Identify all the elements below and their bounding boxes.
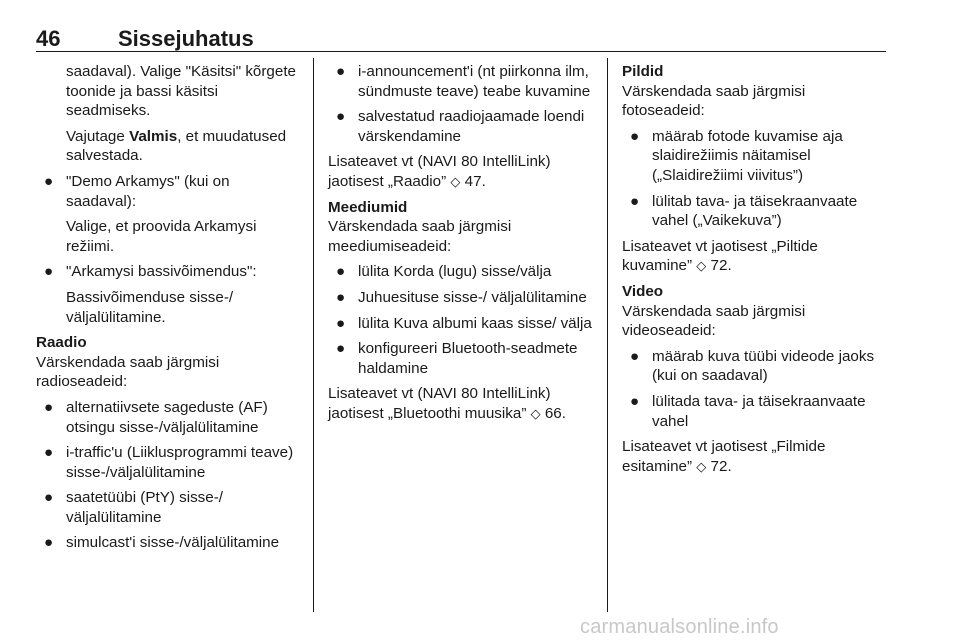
list-item: ● saatetüübi (PtY) sisse-/ väljalülitamine	[44, 489, 223, 526]
section-title: Sissejuhatus	[118, 26, 254, 51]
video-settings-list	[622, 347, 886, 431]
page-number: 46	[36, 26, 61, 51]
valmis-paragraph: Vajutage Valmis, et muudatused salvestada.	[66, 127, 287, 165]
video-reference: Lisateavet vt jaotisest „Filmide esitamine” ◇ 72.	[622, 438, 826, 475]
bullet-icon: ●	[336, 108, 346, 126]
bullet-icon: ●	[336, 314, 346, 332]
list-item: ● lülitada tava- ja täisekraanvaate vahel	[630, 392, 866, 430]
photos-intro: Värskendada saab järgmisi fotoseadeid:	[622, 82, 806, 120]
equalizer-list	[36, 172, 300, 211]
list-subtext: Bassivõimenduse sisse-/ väljalülitamine.	[66, 288, 234, 326]
column-2	[328, 62, 592, 424]
bullet-icon: ●	[44, 263, 54, 281]
bullet-icon: ●	[44, 172, 54, 190]
media-reference: Lisateavet vt (NAVI 80 IntelliLink) jaotisest „Bluetoothi muusika” ◇ 66.	[328, 385, 566, 422]
list-item: ● salvestatud raadiojaamade loendi värskendamine	[336, 108, 585, 145]
list-item: ● "Demo Arkamys" (kui on saadaval):	[44, 172, 230, 210]
page-header	[36, 26, 886, 50]
list-item: ● i-traffic'u (Liiklusprogrammi teave) sisse-/väljalülitamine	[44, 444, 294, 481]
video-heading: Video	[622, 282, 664, 300]
bullet-icon: ●	[336, 63, 346, 80]
list-item: ● simulcast'i sisse-/väljalülitamine	[44, 534, 280, 552]
radio-reference: Lisateavet vt (NAVI 80 IntelliLink) jaotisest „Raadio” ◇ 47.	[328, 153, 551, 190]
page-ref-link[interactable]: 72	[710, 257, 728, 275]
bullet-icon: ●	[44, 444, 54, 462]
media-settings-list	[328, 262, 592, 378]
list-item: ● määrab kuva tüübi videode jaoks (kui on saadaval)	[630, 347, 875, 385]
video-intro: Värskendada saab järgmisi videoseadeid:	[622, 302, 806, 340]
radio-settings-list	[36, 398, 300, 553]
media-intro: Värskendada saab järgmisi meediumiseadeid:	[328, 218, 512, 255]
column-divider	[313, 58, 314, 612]
continued-text: saadaval). Valige "Käsitsi" kõrgete toonide ja bassi käsitsi seadmiseks.	[66, 63, 296, 120]
photos-settings-list	[622, 127, 886, 231]
bullet-icon: ●	[630, 392, 640, 410]
list-item: ● Juhuesituse sisse-/ väljalülitamine	[336, 288, 587, 306]
radio-intro: Värskendada saab järgmisi radioseadeid:	[36, 353, 220, 391]
photos-reference: Lisateavet vt jaotisest „Piltide kuvamine” ◇ 72.	[622, 237, 818, 275]
header-rule	[36, 51, 886, 52]
page-ref-icon: ◇	[450, 173, 461, 189]
bullet-icon: ●	[630, 192, 640, 210]
radio-heading: Raadio	[36, 334, 87, 352]
column-divider	[607, 58, 608, 612]
valmis-keyword: Valmis	[129, 127, 178, 145]
watermark: carmanualsonline.info	[580, 616, 779, 638]
page-ref-link[interactable]: 66	[544, 404, 562, 422]
page-ref-icon: ◇	[530, 405, 541, 421]
list-item: ● konfigureeri Bluetooth-seadmete haldamine	[336, 340, 578, 377]
bullet-icon: ●	[44, 398, 54, 416]
page-ref-icon: ◇	[696, 258, 707, 274]
bullet-icon: ●	[336, 263, 346, 281]
list-item: ● lülita Korda (lugu) sisse/välja	[336, 263, 552, 281]
list-item: ● alternatiivsete sageduste (AF) otsingu sisse-/väljalülitamine	[44, 398, 268, 436]
column-1	[36, 62, 300, 559]
bullet-icon: ●	[336, 288, 346, 306]
bullet-icon: ●	[336, 340, 346, 358]
list-item: ● lülitab tava- ja täisekraanvaate vahel („Vaikekuva”)	[630, 192, 858, 230]
bullet-icon: ●	[630, 127, 640, 145]
page-ref-icon: ◇	[696, 458, 707, 474]
column-3	[622, 62, 886, 476]
page-ref-link[interactable]: 72	[710, 457, 728, 475]
list-item: ● i-announcement'i (nt piirkonna ilm, sündmuste teave) teabe kuvamine	[336, 63, 591, 100]
bullet-icon: ●	[44, 534, 54, 552]
bullet-icon: ●	[630, 347, 640, 365]
list-item: ● "Arkamysi bassivõimendus":	[44, 263, 257, 281]
media-heading: Meediumid	[328, 198, 408, 216]
photos-heading: Pildid	[622, 63, 664, 80]
page-ref-link[interactable]: 47	[464, 172, 482, 190]
list-item: ● lülita Kuva albumi kaas sisse/ välja	[336, 314, 592, 332]
radio-settings-list-cont	[328, 62, 592, 146]
list-subtext: Valige, et proovida Arkamysi režiimi.	[66, 218, 257, 255]
list-item: ● määrab fotode kuvamise aja slaidirežiimis näitamisel („Slaidirežiimi viivitus”)	[630, 127, 843, 184]
bullet-icon: ●	[44, 489, 54, 507]
